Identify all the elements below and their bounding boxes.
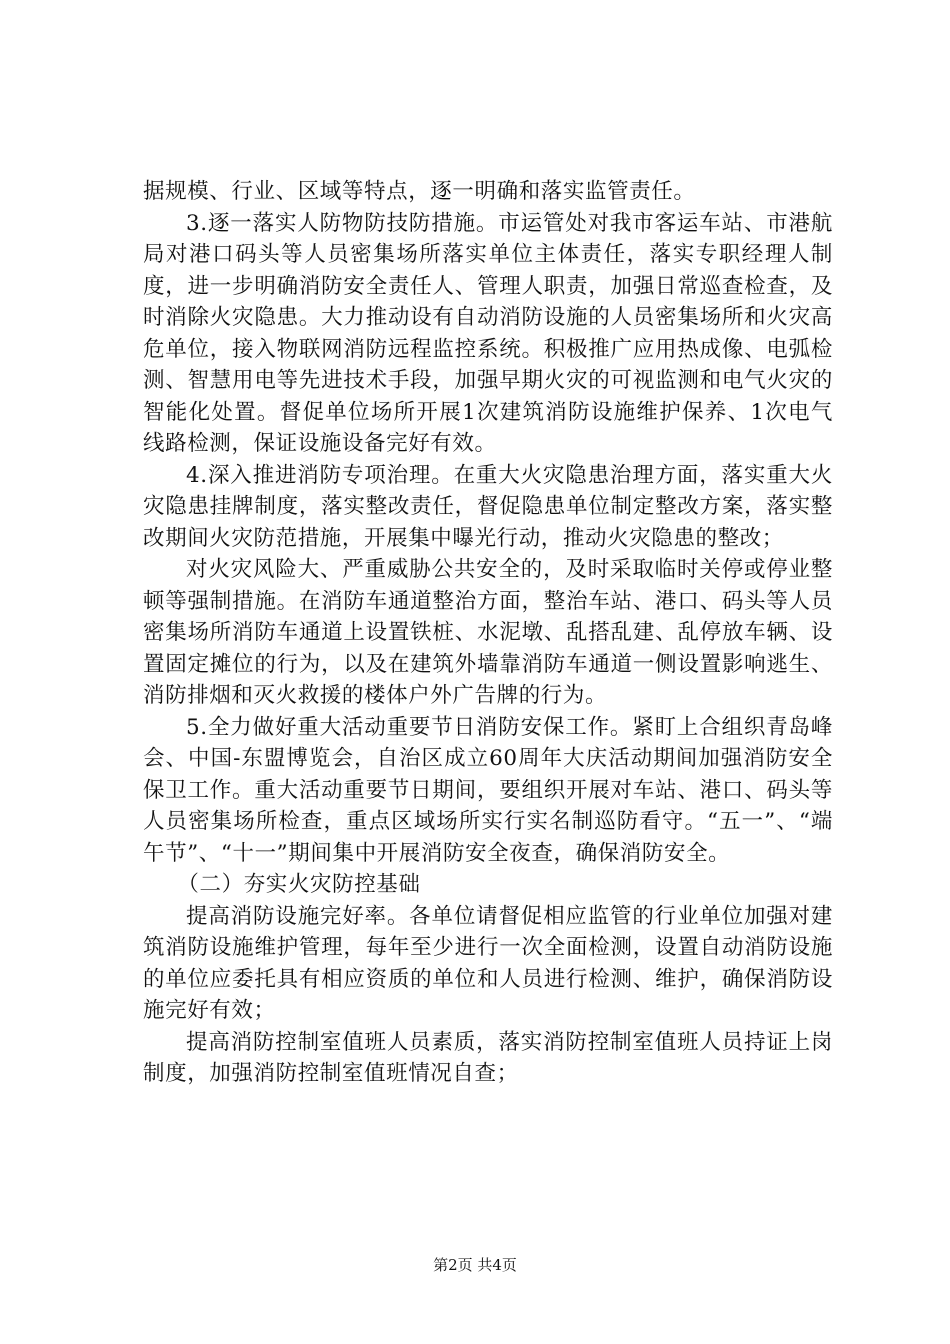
- paragraph-item-4: 4.深入推进消防专项治理。在重大火灾隐患治理方面，落实重大火灾隐患挂牌制度，落实整改责任，督促隐患单位制定整改方案，落实整改期间火灾防范措施，开展集中曝光行动，推动火灾隐患的整改；: [143, 462, 833, 551]
- paragraph-fire-risk: 对火灾风险大、严重威胁公共安全的，及时采取临时关停或停业整顿等强制措施。在消防车通道整治方面，整治车站、港口、码头等人员密集场所消防车通道上设置铁桩、水泥墩、乱搭乱建、乱停放车辆、设置固定摊位的行为，以及在建筑外墙靠消防车通道一侧设置影响逃生、消防排烟和灭火救援的楼体户外广告牌的行为。: [143, 557, 833, 708]
- paragraph-control-room: 提高消防控制室值班人员素质，落实消防控制室值班人员持证上岗制度，加强消防控制室值班情况自查；: [143, 1029, 833, 1086]
- paragraph-continuation: 据规模、行业、区域等特点，逐一明确和落实监管责任。: [143, 179, 696, 204]
- page-number-footer: 第2页 共4页: [433, 1256, 517, 1274]
- paragraph-item-3: 3.逐一落实人防物防技防措施。市运管处对我市客运车站、市港航局对港口码头等人员密集场所落实单位主体责任，落实专职经理人制度，进一步明确消防安全责任人、管理人职责，加强日常巡查检查，及时消除火灾隐患。大力推动设有自动消防设施的人员密集场所和火灾高危单位，接入物联网消防远程监控系统。积极推广应用热成像、电弧检测、智慧用电等先进技术手段，加强早期火灾的可视监测和电气火灾的智能化处置。督促单位场所开展1次建筑消防设施维护保养、1次电气线路检测，保证设施设备完好有效。: [143, 210, 833, 456]
- paragraph-item-5: 5.全力做好重大活动重要节日消防安保工作。紧盯上合组织青岛峰会、中国-东盟博览会，自治区成立60周年大庆活动期间加强消防安全保卫工作。重大活动重要节日期间，要组织开展对车站、港口、码头等人员密集场所检查，重点区域场所实行实名制巡防看守。“五一”、“端午节”、“十一”期间集中开展消防安全夜查，确保消防安全。: [143, 714, 833, 866]
- paragraph-facilities: 提高消防设施完好率。各单位请督促相应监管的行业单位加强对建筑消防设施维护管理，每年至少进行一次全面检测，设置自动消防设施的单位应委托具有相应资质的单位和人员进行检测、维护，确保消防设施完好有效；: [143, 903, 833, 1023]
- document-body: [143, 176, 833, 1090]
- section-heading: （二）夯实火灾防控基础: [177, 872, 421, 897]
